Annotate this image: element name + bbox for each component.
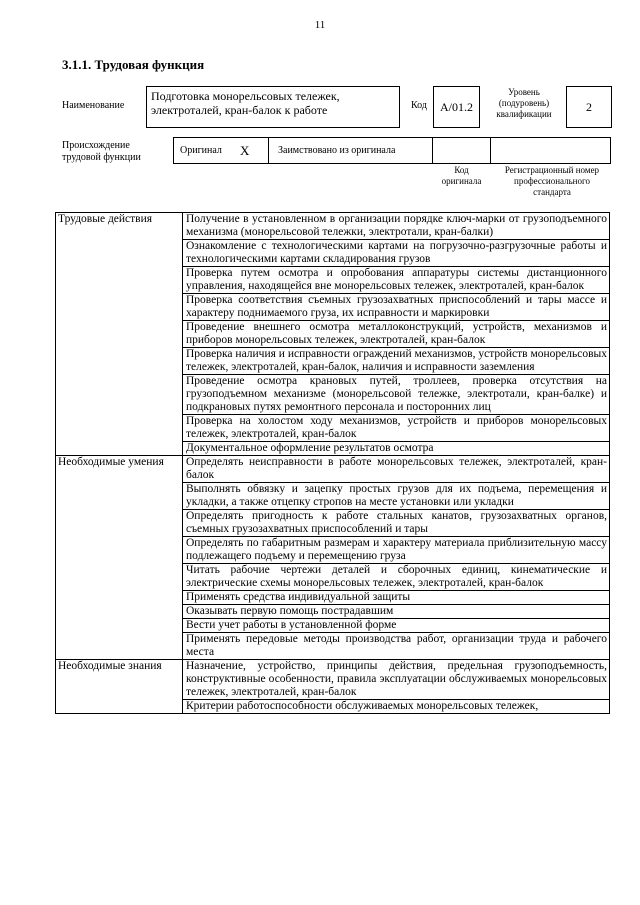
section-title-knowledge: Необходимые знания <box>56 660 183 714</box>
borrowed-label: Заимствовано из оригинала <box>278 145 396 156</box>
page-number: 11 <box>314 19 326 31</box>
list-item: Вести учет работы в установленной форме <box>183 619 610 633</box>
competency-table <box>55 212 610 714</box>
section-title: 3.1.1. Трудовая функция <box>62 57 205 72</box>
list-item: Проверка путем осмотра и опробования аппаратуры системы дистанционного управления, находящейся вне монорельсовых тележек, электроталей, кран-балок <box>183 267 610 294</box>
level-label: Уровень (подуровень) квалификации <box>496 87 552 119</box>
code-caption: Код оригинала <box>441 165 482 186</box>
origin-label: Происхождение трудовой функции <box>62 140 141 163</box>
table-row <box>56 660 610 700</box>
name-label: Наименование <box>62 100 125 111</box>
list-item: Проведение внешнего осмотра металлоконструкций, устройств, механизмов и приборов монорельсовых тележек, электроталей, кран-балок <box>183 321 610 348</box>
list-item: Оказывать первую помощь пострадавшим <box>183 605 610 619</box>
list-item: Проведение осмотра крановых путей, троллеев, проверка отсутствия на грузоподъемном механизме (монорельсовой тележке, электротали, кран-балке) и подкрановых путях ремонтного персонала и посторонних лиц <box>183 375 610 415</box>
original-label: Оригинал <box>180 145 222 156</box>
list-item: Определять неисправности в работе монорельсовых тележек, электроталей, кран-балок <box>183 456 610 483</box>
section-title-skills: Необходимые умения <box>56 456 183 660</box>
origin-divider <box>432 137 433 164</box>
origin-divider <box>490 137 491 164</box>
list-item: Проверка на холостом ходу механизмов, устройств и приборов монорельсовых тележек, электроталей, кран-балок <box>183 415 610 442</box>
code-label: Код <box>411 100 427 111</box>
list-item: Назначение, устройство, принципы действия, предельная грузоподъемность, конструктивные особенности, правила эксплуатации обслуживаемых монорельсовых тележек, электроталей, кран-балок <box>183 660 610 700</box>
reg-caption: Регистрационный номер профессионального стандарта <box>504 165 600 197</box>
list-item: Определять по габаритным размерам и характеру материала приблизительную массу подлежащего подъему и перемещению груза <box>183 537 610 564</box>
origin-row <box>173 137 611 164</box>
list-item: Проверка наличия и исправности ограждений механизмов, устройств монорельсовых тележек, электроталей, кран-балок, наличия и исправности заземления <box>183 348 610 375</box>
code-value: А/01.2 <box>433 86 480 128</box>
table-row <box>56 456 610 483</box>
list-item: Читать рабочие чертежи деталей и сборочных единиц, кинематические и электрические схемы монорельсовых тележек, электроталей, кран-балок <box>183 564 610 591</box>
list-item: Применять передовые методы производства работ, организации труда и рабочего места <box>183 633 610 660</box>
list-item: Выполнять обвязку и зацепку простых грузов для их подъема, перемещения и укладки, а также отцепку стропов на месте установки или укладки <box>183 483 610 510</box>
level-value: 2 <box>566 86 612 128</box>
name-value: Подготовка монорельсовых тележек, электроталей, кран-балок к работе <box>146 86 400 128</box>
list-item: Ознакомление с технологическими картами на погрузочно-разгрузочные работы и технологическими картами складирования грузов <box>183 240 610 267</box>
section-title-labor-actions: Трудовые действия <box>56 213 183 456</box>
list-item: Применять средства индивидуальной защиты <box>183 591 610 605</box>
list-item: Проверка соответствия съемных грузозахватных приспособлений и тары массе и характеру поднимаемого груза, их исправности и маркировки <box>183 294 610 321</box>
table-row <box>56 213 610 240</box>
list-item: Документальное оформление результатов осмотра <box>183 442 610 456</box>
list-item: Критерии работоспособности обслуживаемых монорельсовых тележек, <box>183 700 610 714</box>
original-mark: X <box>240 143 250 158</box>
origin-divider <box>268 137 269 164</box>
list-item: Получение в установленном в организации порядке ключ-марки от грузоподъемного механизма (монорельсовой тележки, электротали, кран-балки) <box>183 213 610 240</box>
list-item: Определять пригодность к работе стальных канатов, грузозахватных органов, съемных грузозахватных приспособлений и тары <box>183 510 610 537</box>
